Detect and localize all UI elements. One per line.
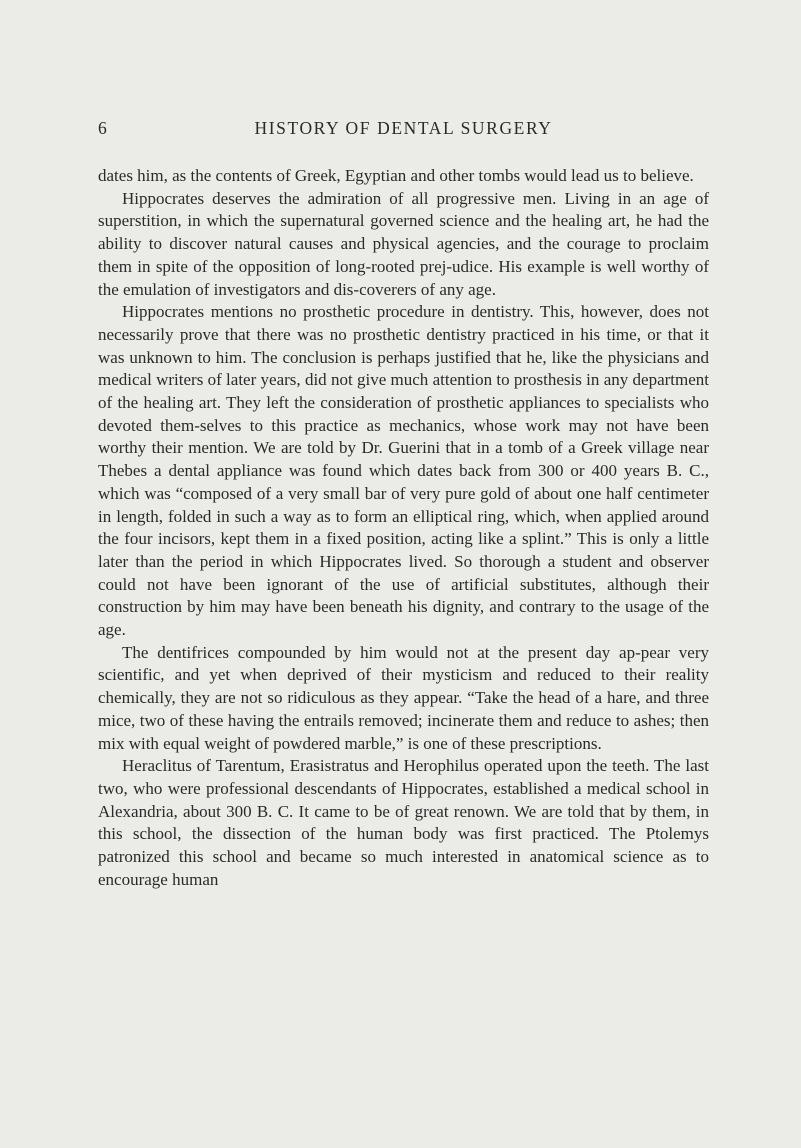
paragraph-prosthetic-dentistry: Hippocrates mentions no prosthetic procedure in dentistry. This, however, does not necessarily prove that there was no prosthetic dentistry practiced in his time, or that it was unknown to him. The conclusion is perhaps justified that he, like the physicians and medical writers of later years, did not give much attention to prosthesis in any department of the healing art. They left the consideration of prosthetic appliances to specialists who devoted them-selves to this practice as mechanics, whose work may not have been worthy their mention. We are told by Dr. Guerini that in a tomb of a Greek village near Thebes a dental appliance was found which dates back from 300 or 400 years B. C., which was “composed of a very small bar of very pure gold of about one half centimeter in length, folded in such a way as to form an elliptical ring, which, when applied around the four incisors, kept them in a fixed position, acting like a splint.” This is only a little later than the period in which Hippocrates lived. So thorough a student and observer could not have been ignorant of the use of artificial substitutes, although their construction by him may have been beneath his dignity, and contrary to the usage of the age. bbox=[98, 302, 709, 640]
body-text bbox=[98, 165, 709, 892]
paragraph-hippocrates-admiration: Hippocrates deserves the admiration of all progressive men. Living in an age of superstition, in which the supernatural governed science and the healing art, he had the ability to discover natural causes and physical agencies, and the courage to proclaim them in spite of the opposition of long-rooted prej-udice. His example is well worthy of the emulation of investigators and dis-coverers of any age. bbox=[98, 188, 709, 299]
running-title: HISTORY OF DENTAL SURGERY bbox=[254, 118, 553, 138]
paragraph-dentifrices: The dentifrices compounded by him would not at the present day ap-pear very scientific, and yet when deprived of their mysticism and reduced to their reality chemically, they are not so ridiculous as they appear. “Take the head of a hare, and three mice, two of these having the entrails removed; incinerate them and reduce to ashes; then mix with equal weight of powdered marble,” is one of these prescriptions. bbox=[98, 642, 709, 753]
paragraph-alexandria-school: Heraclitus of Tarentum, Erasistratus and Herophilus operated upon the teeth. The last two, who were professional descendants of Hippocrates, established a medical school in Alexandria, about 300 B. C. It came to be of great renown. We are told that by them, in this school, the dissection of the human body was first practiced. The Ptolemys patronized this school and became so much interested in anatomical science as to encourage human bbox=[98, 756, 709, 889]
page-number: 6 bbox=[98, 118, 109, 138]
running-head bbox=[98, 118, 709, 142]
paragraph-continuation: dates him, as the contents of Greek, Egyptian and other tombs would lead us to believe. bbox=[98, 166, 694, 185]
